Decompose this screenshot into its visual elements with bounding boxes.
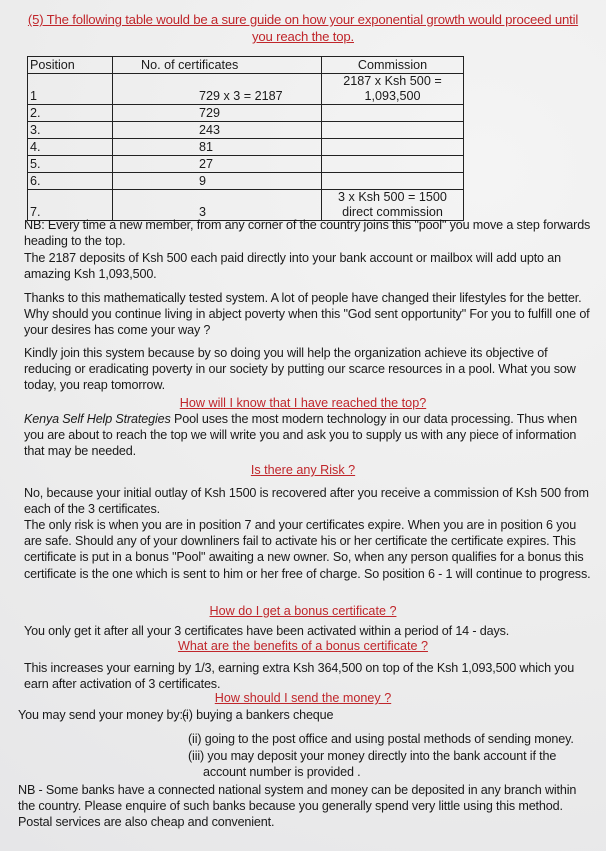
heading-bonus-benefits: What are the benefits of a bonus certificate ? <box>178 639 428 653</box>
table-row <box>28 139 464 156</box>
column-header-certificates: No. of certificates <box>113 57 322 74</box>
cell-certificates: 3 <box>113 190 322 221</box>
table-row <box>28 190 464 221</box>
table-row <box>28 173 464 190</box>
kindly-join-paragraph: Kindly join this system because by so doing you will help the organization achieve its objective of reducing or eradicating poverty in our society by putting our scarce resources in a pool. What you sow today, you reap tomorrow. <box>24 346 576 393</box>
send-option-bank-deposit: (iii) you may deposit your money directly into the bank account if the <box>188 749 557 763</box>
cell-certificates: 27 <box>113 156 322 173</box>
cell-commission: 2187 x Ksh 500 = 1,093,500 <box>322 74 464 105</box>
cell-position: 4. <box>28 139 113 156</box>
cell-position: 3. <box>28 122 113 139</box>
cell-commission <box>322 122 464 139</box>
cell-position: 5. <box>28 156 113 173</box>
send-option-cheque: (i) buying a bankers cheque <box>182 708 334 722</box>
cell-certificates: 729 x 3 = 2187 <box>113 74 322 105</box>
get-bonus-paragraph: You only get it after all your 3 certificates have been activated within a period of 14 - days. <box>24 624 510 638</box>
page-title: (5) The following table would be a sure guide on how your exponential growth would proceed until you reach the top. <box>27 12 579 44</box>
cell-position: 7. <box>28 190 113 221</box>
deposits-paragraph: The 2187 deposits of Ksh 500 each paid directly into your bank account or mailbox will add upto an amazing Ksh 1,093,500. <box>24 251 561 282</box>
growth-table <box>27 56 464 221</box>
table-row <box>28 156 464 173</box>
heading-get-bonus: How do I get a bonus certificate ? <box>209 604 397 618</box>
send-money-intro: You may send your money by:- <box>18 708 187 722</box>
cell-certificates: 243 <box>113 122 322 139</box>
cell-certificates: 81 <box>113 139 322 156</box>
column-header-position: Position <box>28 57 113 74</box>
table-row <box>28 74 464 105</box>
reached-top-body: Pool uses the most modern technology in our data processing. Thus when you are about to reach the top we will write you and ask you to supply us with any piece of information that may be needed. <box>24 412 577 459</box>
cell-position: 1 <box>28 74 113 105</box>
cell-certificates: 729 <box>113 105 322 122</box>
nb-paragraph: NB: Every time a new member, from any corner of the country joins this "pool" you move a step forwards heading to the top. <box>24 218 591 249</box>
bonus-benefits-paragraph: This increases your earning by 1/3, earning extra Ksh 364,500 on top of the Ksh 1,093,500 which you earn after activation of 3 certificates. <box>24 661 575 692</box>
thanks-paragraph: Thanks to this mathematically tested system. A lot of people have changed their lifestyles for the better. Why should you continue living in abject poverty when this "God sent opportunity" For you to fulfill one of your desires has come your way ? <box>24 291 590 338</box>
risk-paragraph-2: The only risk is when you are in position 7 and your certificates expire. When you are in position 6 you are safe. Should any of your downliners fail to activate his or her certificate the certificate expires. This certificate is put in a bonus "Pool" awaiting a new owner. So, when any person qualifies for a bonus this certificate is the one which is sent to him or her free of charge. So position 6 - 1 will continue to progress. <box>24 518 591 581</box>
heading-risk: Is there any Risk ? <box>250 463 356 477</box>
reached-top-paragraph <box>24 411 594 460</box>
organization-name: Kenya Self Help Strategies <box>24 412 171 426</box>
cell-position: 6. <box>28 173 113 190</box>
cell-commission <box>322 156 464 173</box>
send-option-post-office: (ii) going to the post office and using postal methods of sending money. <box>188 732 574 746</box>
cell-certificates: 9 <box>113 173 322 190</box>
send-option-bank-deposit-cont: account number is provided . <box>203 765 361 779</box>
cell-commission <box>322 105 464 122</box>
column-header-commission: Commission <box>322 57 464 74</box>
heading-reached-top: How will I know that I have reached the top? <box>179 396 427 410</box>
table-header-row <box>28 57 464 74</box>
table-row <box>28 122 464 139</box>
table-row <box>28 105 464 122</box>
send-money-nb-paragraph: NB - Some banks have a connected national system and money can be deposited in any branch within the country. Please enquire of such banks because you generally spend very little using this method. Postal services are also cheap and convenient. <box>18 783 577 830</box>
cell-commission: 3 x Ksh 500 = 1500 direct commission <box>322 190 464 221</box>
heading-send-money: How should I send the money ? <box>214 691 392 705</box>
risk-paragraph-1: No, because your initial outlay of Ksh 1500 is recovered after you receive a commission of Ksh 500 from each of the 3 certificates. <box>24 486 589 517</box>
cell-commission <box>322 139 464 156</box>
cell-position: 2. <box>28 105 113 122</box>
cell-commission <box>322 173 464 190</box>
